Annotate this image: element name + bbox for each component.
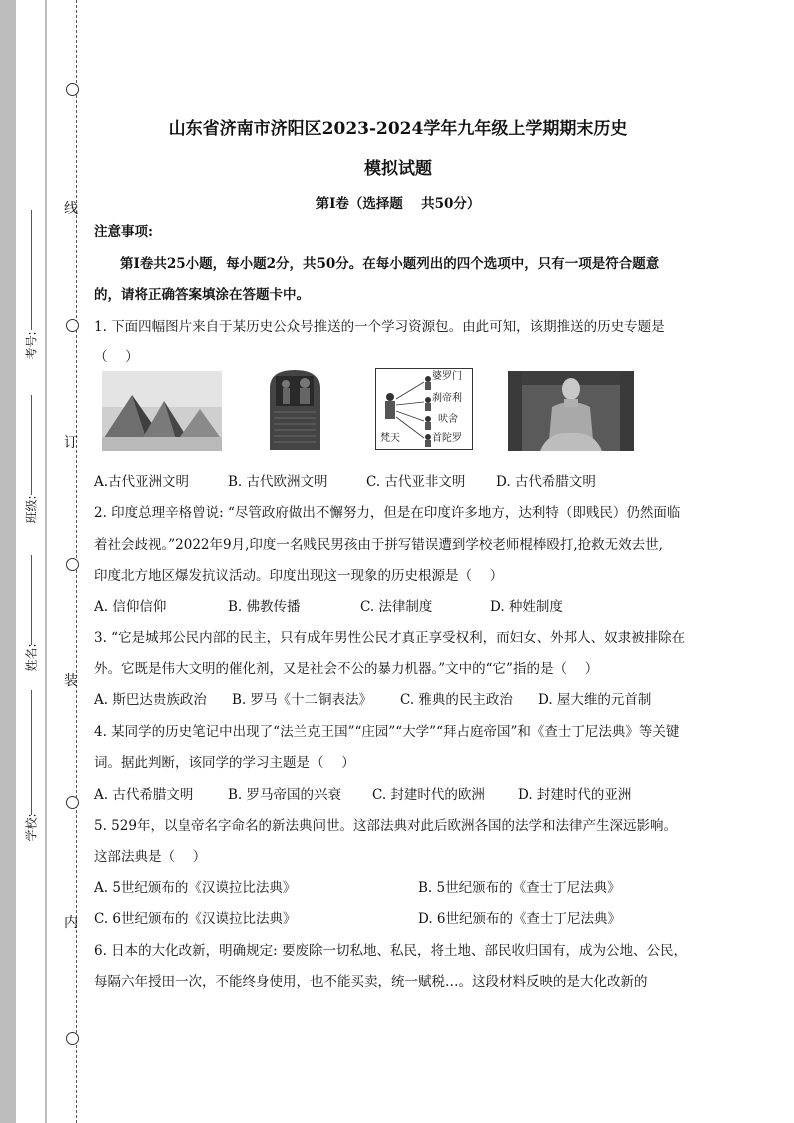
school-field[interactable]	[31, 690, 32, 815]
binding-hole	[66, 796, 79, 809]
q2-option-d[interactable]: D. 种姓制度	[490, 599, 563, 615]
caste-label-vaishya: 吠舍	[438, 414, 458, 425]
question-2-text: 着社会歧视。”2022年9月,印度一名贱民男孩由于拼写错误遭到学校老师棍棒殴打,抢救无效去世,	[94, 537, 663, 553]
cut-label-ding: 订	[64, 435, 78, 451]
binding-hole	[66, 1032, 79, 1045]
question-6-text: 每隔六年授田一次，不能终身使用，也不能买卖，统一赋税…。这段材料反映的是大化改新的	[94, 974, 648, 990]
cut-label-line: 线	[64, 201, 78, 217]
name-label: 姓名:	[24, 643, 39, 672]
caste-label-shudra: 首陀罗	[432, 433, 462, 444]
section-heading: 第Ⅰ卷（选择题 共50分）	[315, 196, 481, 212]
exam-number-label: 考号:	[24, 331, 39, 360]
q3-option-a[interactable]: A. 斯巴达贵族政治	[94, 692, 207, 708]
exam-subtitle: 模拟试题	[364, 159, 432, 179]
school-label: 学校:	[24, 813, 39, 842]
question-4-text: 词。据此判断，该同学的学习主题是（ ）	[94, 755, 355, 771]
q5-option-d[interactable]: D. 6世纪颁布的《查士丁尼法典》	[418, 911, 622, 927]
q4-option-a[interactable]: A. 古代希腊文明	[94, 787, 194, 803]
q4-option-b[interactable]: B. 罗马帝国的兴衰	[228, 787, 342, 803]
q4-option-d[interactable]: D. 封建时代的亚洲	[518, 787, 632, 803]
question-1-text: （ ）	[94, 349, 139, 365]
question-2-text: 印度北方地区爆发抗议活动。印度出现这一现象的历史根源是（ ）	[94, 568, 504, 584]
q3-option-d[interactable]: D. 屋大维的元首制	[538, 692, 652, 708]
question-4-text: 4. 某同学的历史笔记中出现了“法兰克王国”“庄园”“大学”“拜占庭帝国”和《查士丁尼法典》等关键	[94, 724, 680, 740]
binding-hole	[66, 83, 79, 96]
notice-heading: 注意事项:	[94, 224, 153, 240]
name-field[interactable]	[31, 555, 32, 645]
question-5-text: 这部法典是（ ）	[94, 849, 207, 865]
caste-label-brahma: 梵天	[380, 433, 400, 444]
cut-label-nei: 内	[64, 915, 78, 931]
question-5-text: 5. 529年，以皇帝名字命名的新法典问世。这部法典对此后欧洲各国的法学和法律产生深远影响。	[94, 818, 677, 834]
binding-hole	[66, 319, 79, 332]
q4-option-c[interactable]: C. 封建时代的欧洲	[372, 787, 485, 803]
notice-text: 第Ⅰ卷共25小题，每小题2分，共50分。在每小题列出的四个选项中，只有一项是符合题意	[120, 256, 660, 272]
class-label: 班级:	[24, 495, 39, 524]
q2-option-a[interactable]: A. 信仰信仰	[94, 599, 167, 615]
q1-option-b[interactable]: B. 古代欧洲文明	[228, 474, 328, 490]
exam-title: 山东省济南市济阳区2023-2024学年九年级上学期期末历史	[168, 119, 628, 139]
caste-label-kshatriya: 刹帝利	[432, 393, 462, 404]
question-2-text: 2. 印度总理辛格曾说: “尽管政府做出不懈努力，但是在印度许多地方，达利特（即贱民）仍然面临	[94, 505, 681, 521]
q3-option-b[interactable]: B. 罗马《十二铜表法》	[232, 692, 373, 708]
buddha-statue-image	[508, 371, 634, 451]
q3-option-c[interactable]: C. 雅典的民主政治	[400, 692, 513, 708]
caste-label-brahmin: 婆罗门	[432, 371, 462, 382]
q5-option-b[interactable]: B. 5世纪颁布的《查士丁尼法典》	[418, 880, 621, 896]
class-field[interactable]	[31, 395, 32, 495]
q2-option-c[interactable]: C. 法律制度	[360, 599, 433, 615]
q5-option-a[interactable]: A. 5世纪颁布的《汉谟拉比法典》	[94, 880, 297, 896]
q1-option-d[interactable]: D. 古代希腊文明	[496, 474, 596, 490]
question-6-text: 6. 日本的大化改新，明确规定: 要废除一切私地、私民，将土地、部民收归国有，成为公地、公民，	[94, 943, 688, 959]
binding-hole	[66, 558, 79, 571]
cut-label-zhuang: 装	[64, 673, 78, 689]
q5-option-c[interactable]: C. 6世纪颁布的《汉谟拉比法典》	[94, 911, 297, 927]
hammurabi-stele-image	[264, 368, 326, 450]
question-3-text: 3. “它是城邦公民内部的民主，只有成年男性公民才真正享受权利，而妇女、外邦人、奴隶被排除在	[94, 630, 686, 646]
q1-option-c[interactable]: C. 古代亚非文明	[366, 474, 466, 490]
question-3-text: 外。它既是伟大文明的催化剂，又是社会不公的暴力机器。”文中的“它”指的是（ ）	[94, 661, 599, 677]
q2-option-b[interactable]: B. 佛教传播	[228, 599, 301, 615]
q1-option-a[interactable]: A.古代亚洲文明	[94, 474, 190, 490]
exam-number-field[interactable]	[31, 210, 32, 330]
pyramids-image	[102, 371, 222, 451]
notice-text: 的，请将正确答案填涂在答题卡中。	[94, 287, 310, 303]
caste-diagram	[375, 368, 473, 450]
question-1-text: 1. 下面四幅图片来自于某历史公众号推送的一个学习资源包。由此可知，该期推送的历史专题是	[94, 319, 665, 335]
